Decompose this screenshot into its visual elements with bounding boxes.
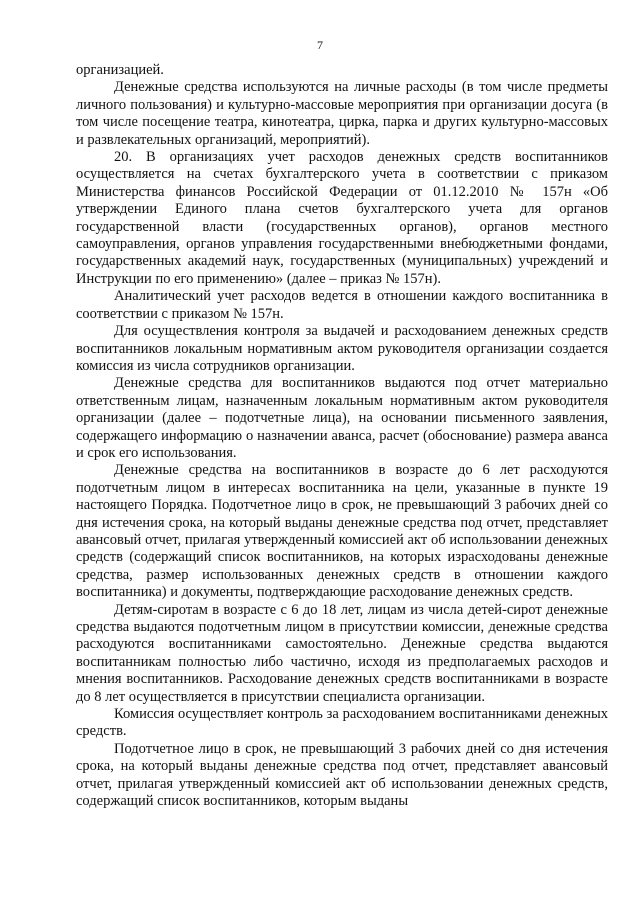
paragraph-analytical-accounting: Аналитический учет расходов ведется в отношении каждого воспитанника в соответствии с приказом № 157н. [76, 288, 608, 322]
paragraph-under-six: Денежные средства на воспитанников в возрасте до 6 лет расходуются подотчетным лицом в интересах воспитанника на цели, указанные в пункте 19 настоящего Порядка. Подотчетное лицо в срок, не превышающий 3 рабочих дней со дня истечения срока, на который выданы денежные средства под отчет, представляет авансовый отчет, прилагая утвержденный комиссией акт об использовании денежных средств (содержащий список воспитанников, на которых израсходованы денежные средства, размер использованных денежных средств в отношении каждого воспитанника) и документы, подтверждающие расходование денежных средств. [76, 462, 608, 601]
paragraph-accounting-20: 20. В организациях учет расходов денежных средств воспитанников осуществляется на счетах бухгалтерского учета в соответствии с приказом Министерства финансов Российской Федерации от 01.12.2010 № 157н «Об утверждении Единого плана счетов бухгалтерского учета для органов государственной власти (государственных органов), органов местного самоуправления, органов управления государственными внебюджетными фондами, государственных академий наук, государственных (муниципальных) учреждений и Инструкции по его применению» (далее – приказ № 157н). [76, 149, 608, 287]
paragraph-commission-control: Комиссия осуществляет контроль за расходованием воспитанниками денежных средств. [76, 706, 608, 740]
paragraph-personal-expenses: Денежные средства используются на личные расходы (в том числе предметы личного пользования) и культурно-массовые мероприятия при организации досуга (в том числе посещение театра, кинотеатра, цирка, парка и других культурно-массовых и развлекательных организаций, мероприятий). [76, 79, 608, 148]
paragraph-orphans: Детям-сиротам в возрасте с 6 до 18 лет, лицам из числа детей-сирот денежные средства выдаются подотчетным лицом в присутствии комиссии, денежные средства расходуются воспитанниками самостоятельно. Денежные средства выдаются воспитанникам полностью либо частично, исходя из предполагаемых расходов и мнения воспитанников. Расходование денежных средств воспитанниками в возрасте до 8 лет осуществляется в присутствии специалиста организации. [76, 601, 608, 705]
paragraph-control-commission: Для осуществления контроля за выдачей и расходованием денежных средств воспитанников локальным нормативным актом руководителя организации создается комиссия из числа сотрудников организации. [76, 323, 608, 374]
paragraph-accountable-persons: Денежные средства для воспитанников выдаются под отчет материально ответственным лицам, назначенным локальным нормативным актом руководителя организации (далее – подотчетные лица), на основании письменного заявления, содержащего информацию о назначении аванса, расчет (обоснование) размера аванса и срок его использования. [76, 375, 608, 461]
paragraph-continuation: организацией. [76, 62, 164, 78]
document-body [76, 62, 608, 810]
paragraph-advance-report: Подотчетное лицо в срок, не превышающий 3 рабочих дней со дня истечения срока, на который выданы денежные средства под отчет, представляет авансовый отчет, прилагая утвержденный комиссией акт об использовании денежных средств, содержащий список воспитанников, которым выданы [76, 740, 608, 810]
page-number: 7 [317, 38, 323, 52]
